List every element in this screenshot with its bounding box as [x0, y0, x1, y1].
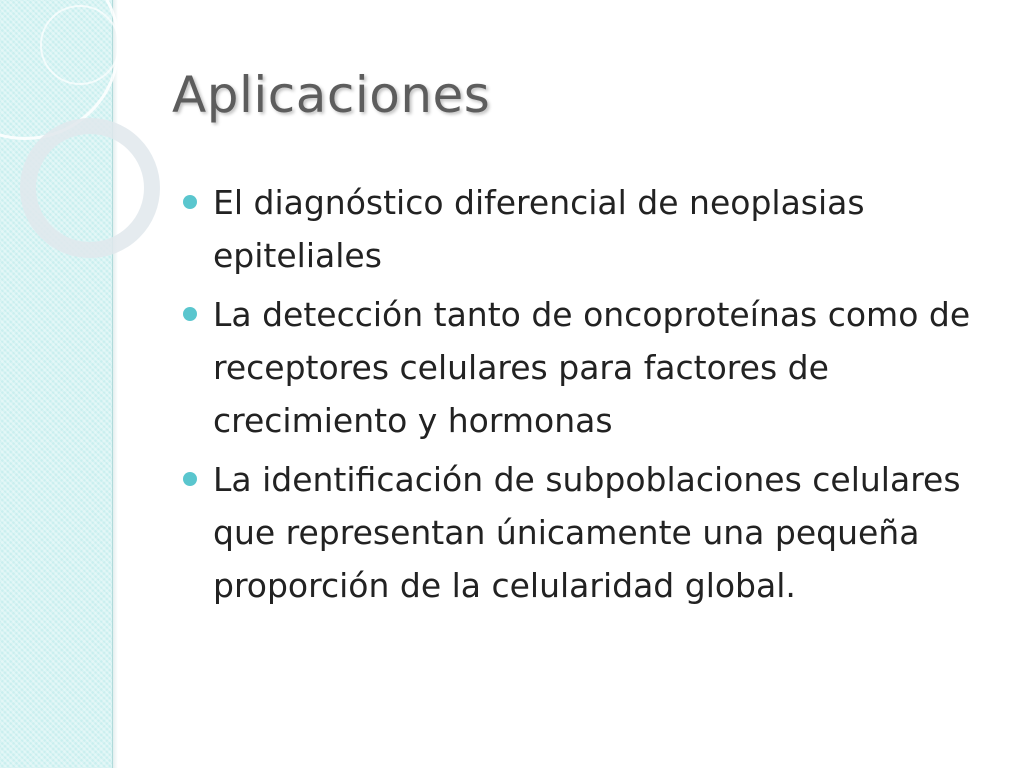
bullet-text: El diagnóstico diferencial de neoplasias epiteliales	[213, 183, 865, 275]
slide-title: Aplicaciones	[172, 66, 491, 124]
side-band-shadow	[112, 0, 118, 768]
bullet-list	[183, 176, 1003, 618]
bullet-dot-icon	[183, 195, 197, 209]
bullet-item	[183, 176, 1003, 282]
bullet-dot-icon	[183, 472, 197, 486]
bullet-text: La detección tanto de oncoproteínas como de receptores celulares para factores de crecimiento y hormonas	[213, 295, 971, 440]
bullet-item	[183, 288, 1003, 447]
decorative-ring	[40, 5, 120, 85]
bullet-dot-icon	[183, 307, 197, 321]
bullet-text: La identificación de subpoblaciones celulares que representan únicamente una pequeña proporción de la celularidad global.	[213, 460, 961, 605]
bullet-item	[183, 453, 1003, 612]
decorative-ring	[20, 118, 160, 258]
